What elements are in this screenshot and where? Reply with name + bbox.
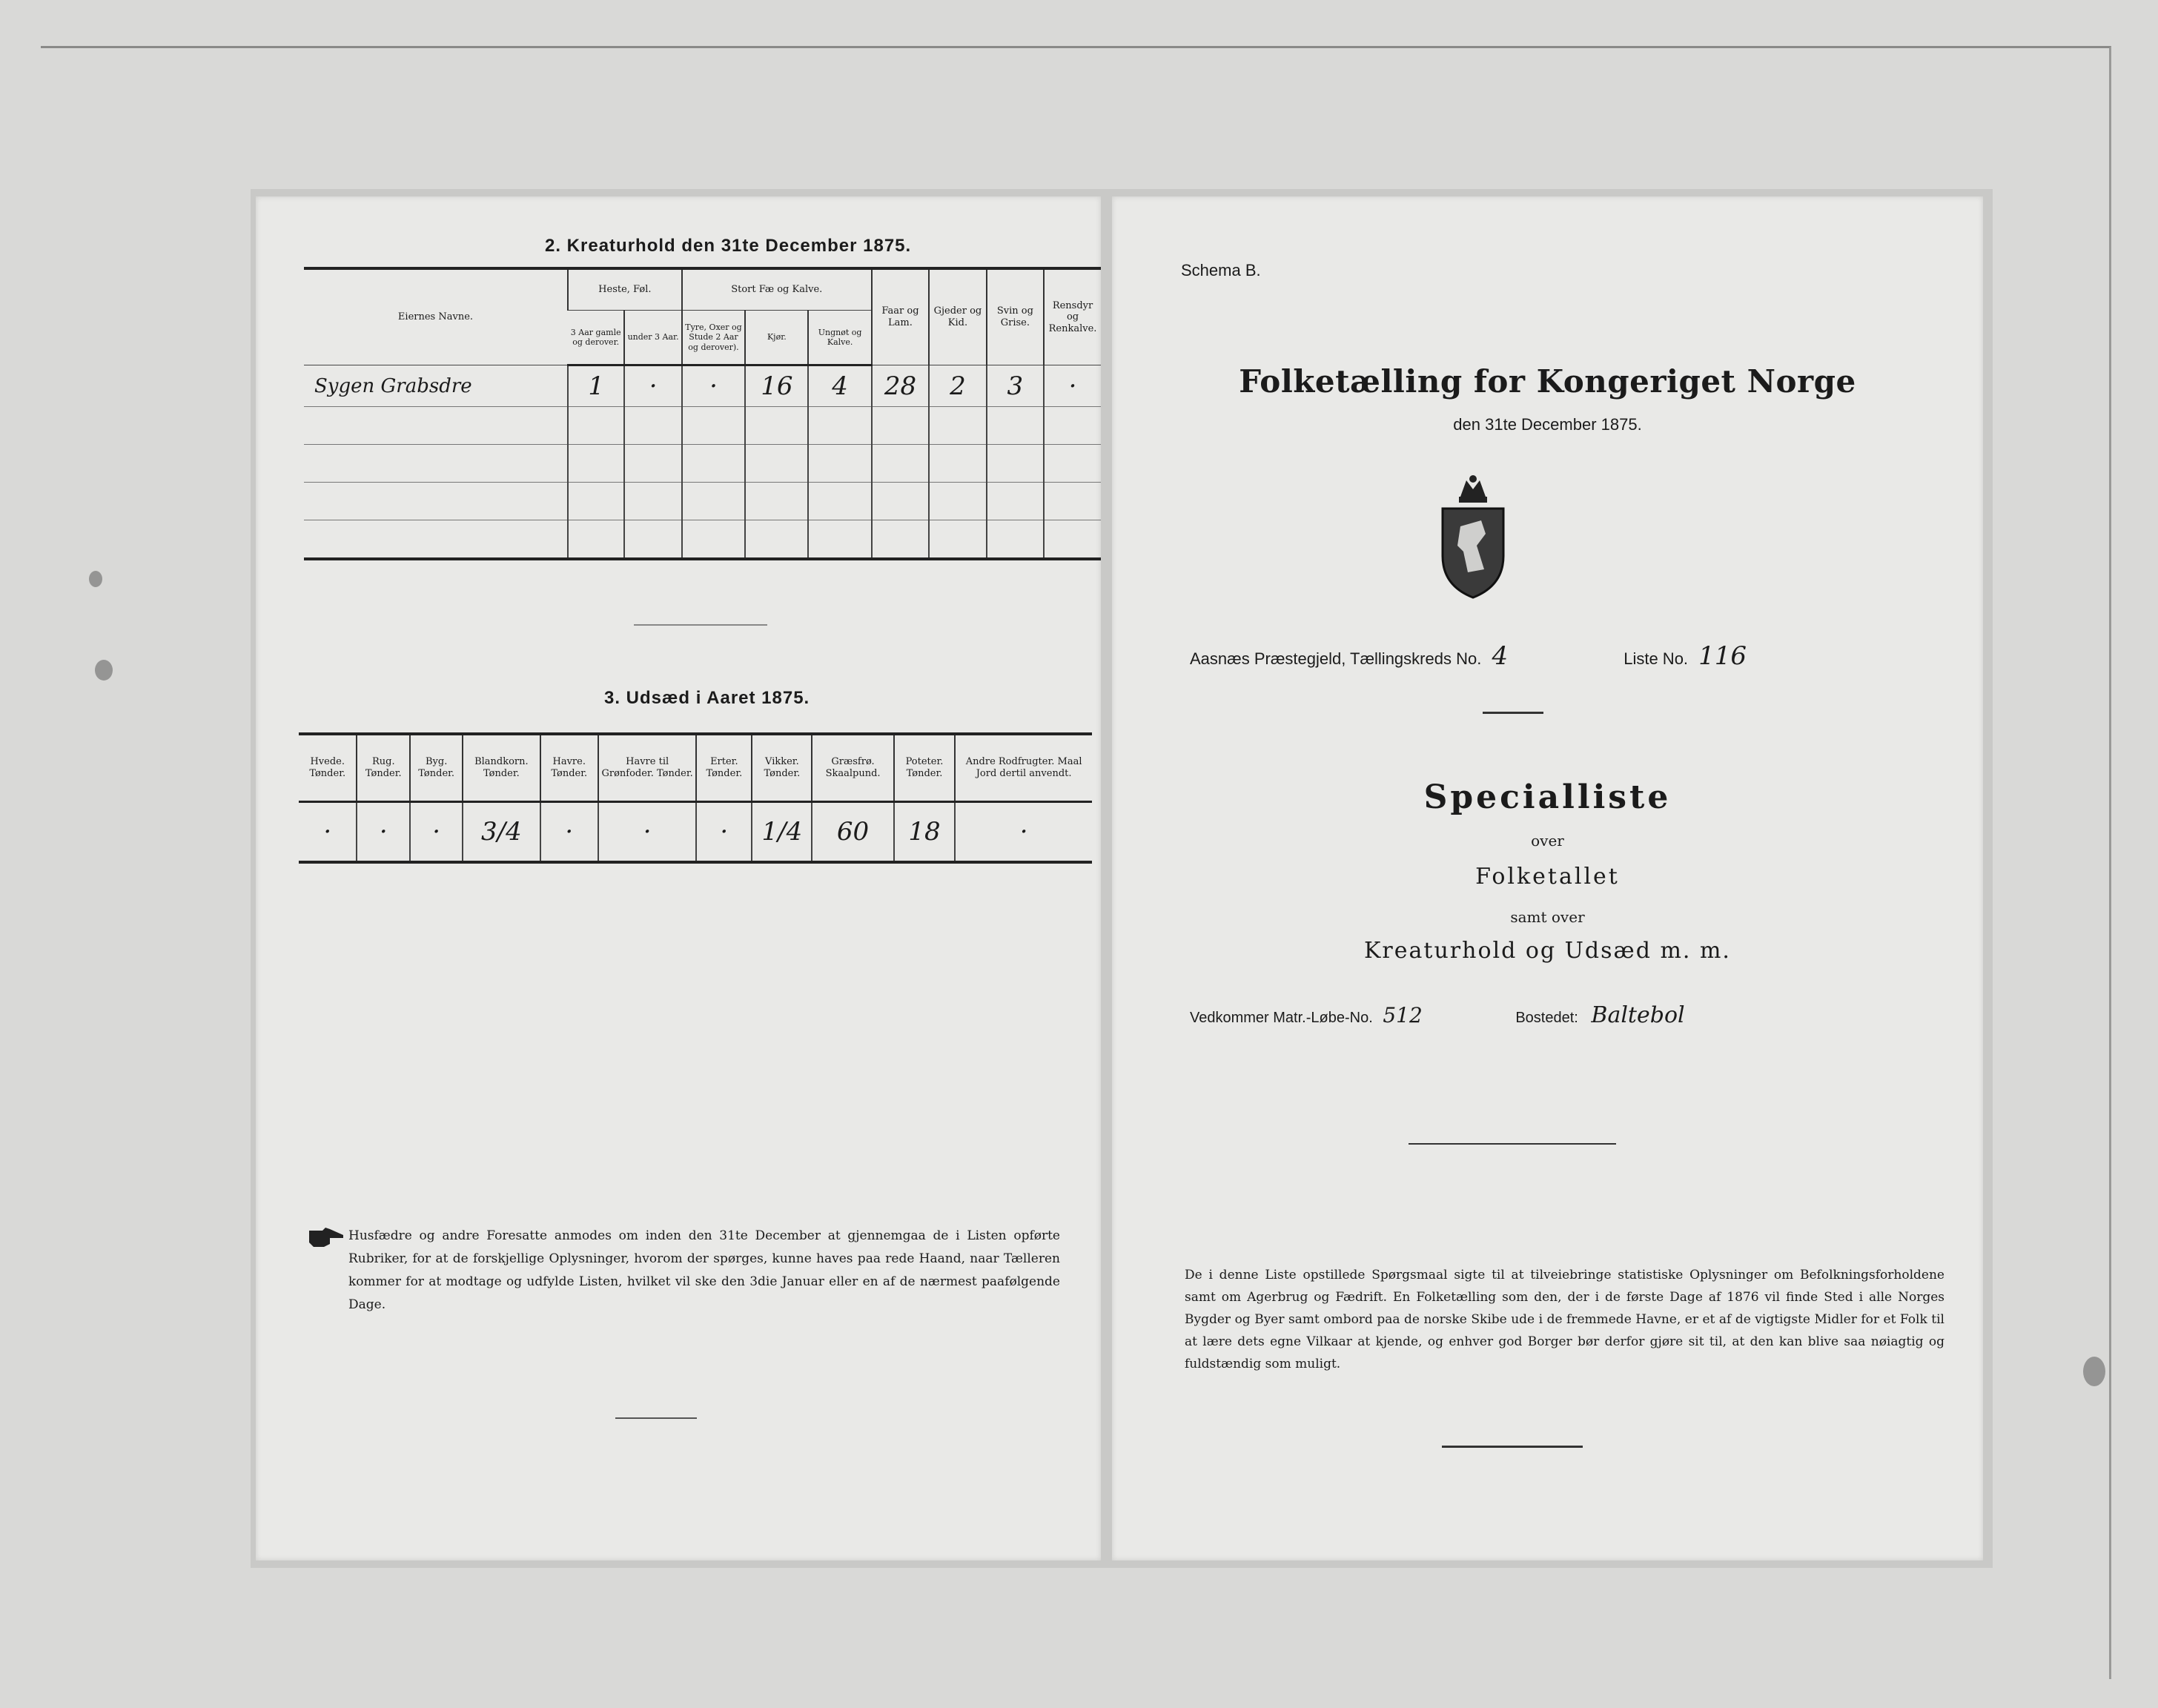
header-under3: under 3 Aar. xyxy=(624,311,681,365)
ink-stain xyxy=(89,571,102,587)
schema-label: Schema B. xyxy=(1181,261,1261,279)
seed-header-0: Hvede. Tønder. xyxy=(299,734,357,802)
cell-kjor: 16 xyxy=(745,365,808,407)
header-svin: Svin og Grise. xyxy=(987,268,1044,365)
ink-stain xyxy=(95,660,113,681)
seed-value-4: · xyxy=(540,802,598,863)
livestock-table xyxy=(304,267,1101,560)
header-faar: Faar og Lam. xyxy=(872,268,929,365)
kreds-number: 4 xyxy=(1492,641,1509,671)
cell-faar: 28 xyxy=(872,365,929,407)
cell-heste-3aar: 1 xyxy=(568,365,625,407)
seed-header-6: Erter. Tønder. xyxy=(696,734,752,802)
bostedet-label: Bostedet: xyxy=(1515,1010,1578,1026)
seed-header-9: Poteter. Tønder. xyxy=(894,734,956,802)
divider xyxy=(1483,712,1543,714)
seed-header-3: Blandkorn. Tønder. xyxy=(463,734,540,802)
matr-number: 512 xyxy=(1383,1003,1423,1027)
separator xyxy=(634,624,767,626)
header-stort-fae: Stort Fæ og Kalve. xyxy=(682,268,872,311)
cell-ungnot: 4 xyxy=(808,365,871,407)
table-row xyxy=(304,407,1101,445)
coat-of-arms-icon xyxy=(1438,474,1509,600)
divider xyxy=(1409,1143,1616,1145)
header-eiernes-navne: Eiernes Navne. xyxy=(304,268,568,365)
header-rensdyr: Rensdyr og Renkalve. xyxy=(1044,268,1101,365)
liste-number: 116 xyxy=(1698,641,1747,671)
liste-label: Liste No. xyxy=(1624,649,1689,668)
seed-table xyxy=(299,732,1092,864)
specialliste-heading: Specialliste xyxy=(1423,778,1672,816)
seed-value-2: · xyxy=(410,802,463,863)
prestegjeld-label: Aasnæs Præstegjeld, Tællingskreds No. xyxy=(1190,649,1482,668)
header-3aar: 3 Aar gamle og derover. xyxy=(568,311,625,365)
cell-svin: 3 xyxy=(987,365,1044,407)
header-heste: Heste, Føl. xyxy=(568,268,682,311)
header-ungnot: Ungnøt og Kalve. xyxy=(808,311,871,365)
owner-name: Sygen Grabsdre xyxy=(304,365,568,407)
seed-value-7: 1/4 xyxy=(752,802,812,863)
district-line xyxy=(1190,641,1931,671)
seed-value-3: 3/4 xyxy=(463,802,540,863)
matr-label: Vedkommer Matr.-Løbe-No. xyxy=(1190,1010,1373,1026)
pointing-hand-icon xyxy=(308,1225,345,1250)
notice-text: Husfædre og andre Foresatte anmodes om inden den 31te December at gjennemgaa de i Listen opførte Rubriker, for at de forskjellige Oplysninger, hvorom der spørges, kunne haves paa rede Haand, naar Tælleren kommer for at modtage og udfylde Listen, hvilket vil ske den 3die Januar eller en af de nærmest paafølgende Dage. xyxy=(348,1228,1060,1312)
seed-header-4: Havre. Tønder. xyxy=(540,734,598,802)
seed-value-1: · xyxy=(357,802,410,863)
seed-header-7: Vikker. Tønder. xyxy=(752,734,812,802)
ink-stain xyxy=(2083,1357,2105,1386)
seed-value-8: 60 xyxy=(812,802,893,863)
seed-value-10: · xyxy=(955,802,1092,863)
table-row xyxy=(304,445,1101,483)
table-row xyxy=(304,520,1101,560)
cell-tyre: · xyxy=(682,365,745,407)
header-gjeder: Gjeder og Kid. xyxy=(929,268,986,365)
seed-header-2: Byg. Tønder. xyxy=(410,734,463,802)
page-title: Folketælling for Kongeriget Norge xyxy=(1239,363,1856,400)
samt-over-text: samt over xyxy=(1510,908,1585,926)
matr-line xyxy=(1190,1002,1931,1028)
seed-value-6: · xyxy=(696,802,752,863)
bostedet-value: Baltebol xyxy=(1591,1002,1685,1028)
seed-header-10: Andre Rodfrugter. Maal Jord dertil anvendt. xyxy=(955,734,1092,802)
table-row xyxy=(299,802,1092,863)
header-tyre: Tyre, Oxer og Stude 2 Aar og derover). xyxy=(682,311,745,365)
header-kjor: Kjør. xyxy=(745,311,808,365)
cell-heste-under3: · xyxy=(624,365,681,407)
info-text: De i denne Liste opstillede Spørgsmaal sigte til at tilveiebringe statistiske Oplysninger om Befolkningsforholdene samt om Agerbrug og Fædrift. En Folketælling som den, der i de første Dage af 1876 vil finde Sted i alle Norges Bygder og Byer samt ombord paa de norske Skibe ude i de fremmede Havne, er et af de vigtigste Midler for et Folk til at lære dets egne Vilkaar at kjende, og enhver god Borger bør derfor gjøre sit til, at den kan blive saa nøiagtig og fuldstændig som muligt. xyxy=(1185,1268,1944,1371)
kreaturhold-heading: Kreaturhold og Udsæd m. m. xyxy=(1364,938,1731,964)
seed-header-5: Havre til Grønfoder. Tønder. xyxy=(598,734,696,802)
table-row xyxy=(304,483,1101,520)
seed-header-1: Rug. Tønder. xyxy=(357,734,410,802)
folketallet-heading: Folketallet xyxy=(1475,864,1620,890)
table-row xyxy=(304,365,1101,407)
section-2-title: 2. Kreaturhold den 31te December 1875. xyxy=(545,236,912,256)
over-text: over xyxy=(1531,832,1564,850)
divider xyxy=(1442,1446,1583,1448)
seed-value-9: 18 xyxy=(894,802,956,863)
cell-gjeder: 2 xyxy=(929,365,986,407)
seed-header-8: Græsfrø. Skaalpund. xyxy=(812,734,893,802)
cell-rensdyr: · xyxy=(1044,365,1101,407)
seed-header-row xyxy=(299,734,1092,802)
section-3-title: 3. Udsæd i Aaret 1875. xyxy=(604,688,810,708)
footer-dash xyxy=(615,1417,697,1419)
seed-value-0: · xyxy=(323,817,332,847)
seed-value-5: · xyxy=(598,802,696,863)
census-date: den 31te December 1875. xyxy=(1453,415,1642,434)
